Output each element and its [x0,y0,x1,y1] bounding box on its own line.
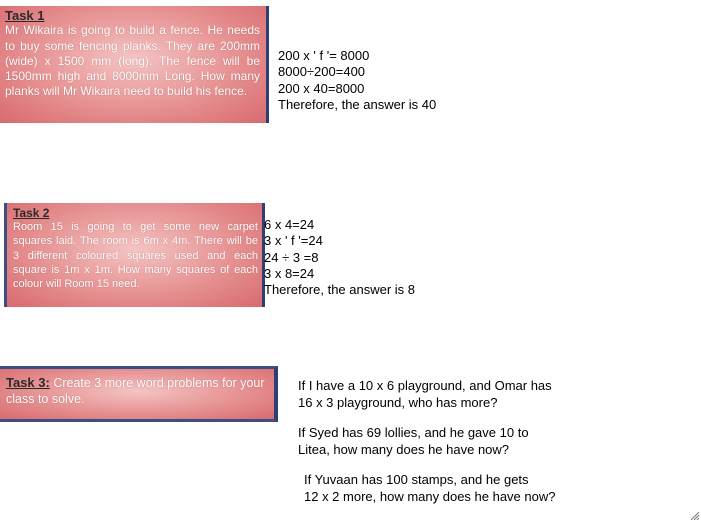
answer-line: 3 x ' f '=24 [264,233,323,249]
word-problem-1[interactable] [298,378,552,411]
answer-line: 8000÷200=400 [278,64,366,80]
problem-line: Litea, how many does he have now? [298,441,510,457]
task-1-text: Mr Wikaira is going to build a fence. He needs to buy some fencing planks. They are 200mm (wide) x 1500 mm (long). The fence will be 1500mm high and 8000mm Long. How many planks will Mr Wikaira need to build his fence. [5,23,260,99]
task-2-title: Task 2 [13,206,50,220]
problem-line: 16 x 3 playground, who has more? [298,394,498,410]
word-problem-2[interactable] [298,425,529,458]
task-3-title: Task 3: [6,375,50,390]
resize-grip-icon[interactable] [689,510,699,520]
answer-line: 6 x 4=24 [264,217,315,232]
task-1-title: Task 1 [5,8,45,23]
task-3-card [0,366,278,422]
task-3-text: Create 3 more word problems for your class to solve. [6,376,265,406]
problem-line: 12 x 2 more, how many does he have now? [304,488,556,504]
word-problem-3[interactable] [304,472,555,505]
problem-line: If I have a 10 x 6 playground, and Omar has [298,378,552,393]
task-2-answer[interactable] [264,217,415,298]
task-1-card [0,6,269,123]
problem-line: If Yuvaan has 100 stamps, and he gets [304,472,529,487]
answer-line: Therefore, the answer is 8 [264,282,416,298]
problem-line: If Syed has 69 lollies, and he gave 10 to [298,425,529,440]
task-1-answer[interactable] [278,48,436,113]
answer-line: 200 x 40=8000 [278,80,365,96]
task-2-text: Room 15 is going to get some new carpet squares laid. The room is 6m x 4m. There will be 3 different coloured squares used and each square is 1m x 1m. How many squares of each colour will Room 15 need. [13,221,258,291]
task-2-card [4,203,265,307]
answer-line: 24 ÷ 3 =8 [264,249,319,265]
answer-line: Therefore, the answer is 40 [278,96,437,112]
answer-line: 200 x ' f '= 8000 [278,48,370,63]
answer-line: 3 x 8=24 [264,265,315,281]
